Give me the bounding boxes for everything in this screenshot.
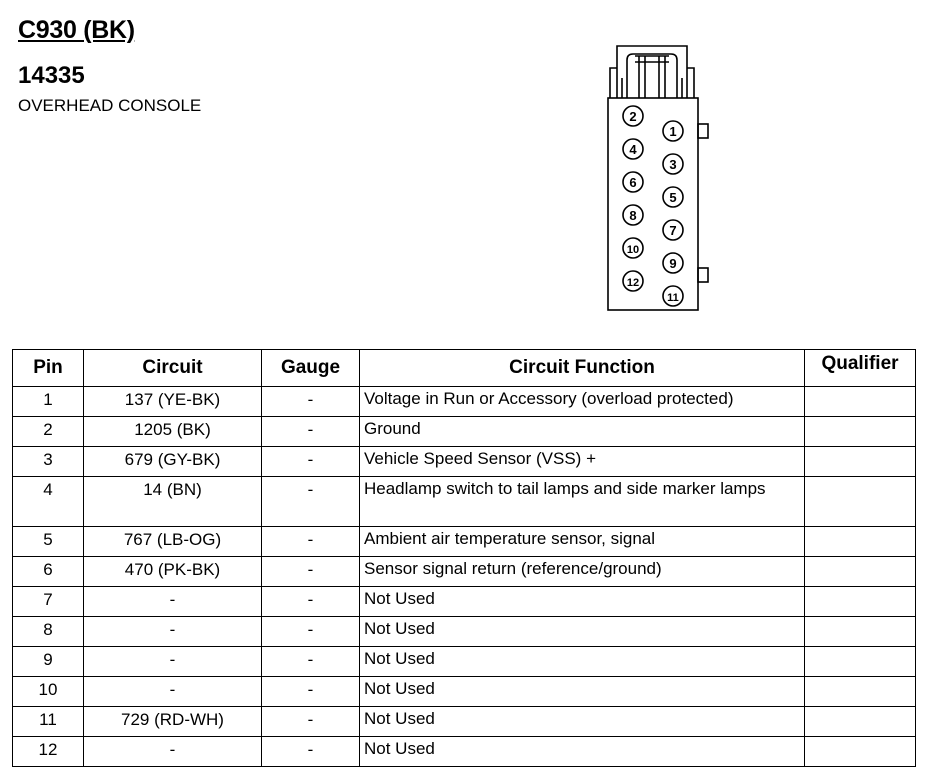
cell-qualifier xyxy=(805,417,916,447)
cell-function: Not Used xyxy=(360,737,805,767)
table-row xyxy=(13,527,916,557)
cell-qualifier xyxy=(805,677,916,707)
cell-function: Ground xyxy=(360,417,805,447)
table-header-row xyxy=(13,350,916,387)
header-qualifier: Qualifier xyxy=(805,350,916,387)
cell-qualifier xyxy=(805,617,916,647)
cell-gauge: - xyxy=(262,387,360,417)
cell-circuit: - xyxy=(84,617,262,647)
cell-qualifier xyxy=(805,477,916,527)
pin-label-9: 9 xyxy=(669,256,677,271)
side-key-upper xyxy=(698,124,708,138)
latch-inner xyxy=(627,54,677,98)
cell-circuit: 729 (RD-WH) xyxy=(84,707,262,737)
cell-function: Not Used xyxy=(360,617,805,647)
cell-function: Not Used xyxy=(360,677,805,707)
cell-gauge: - xyxy=(262,707,360,737)
cell-pin: 7 xyxy=(13,587,84,617)
cell-pin: 3 xyxy=(13,447,84,477)
cell-circuit: - xyxy=(84,587,262,617)
pin-label-1: 1 xyxy=(669,124,677,139)
side-key-lower xyxy=(698,268,708,282)
part-number: 14335 xyxy=(18,62,85,89)
cell-gauge: - xyxy=(262,587,360,617)
table-row xyxy=(13,387,916,417)
header-function: Circuit Function xyxy=(360,350,805,387)
pin-label-11: 11 xyxy=(667,292,679,304)
header-pin: Pin xyxy=(13,350,84,387)
cell-circuit: 767 (LB-OG) xyxy=(84,527,262,557)
connector-title: C930 (BK) xyxy=(18,16,135,44)
cell-pin: 5 xyxy=(13,527,84,557)
cell-circuit: 1205 (BK) xyxy=(84,417,262,447)
cell-qualifier xyxy=(805,557,916,587)
component-name: OVERHEAD CONSOLE xyxy=(18,96,202,115)
cell-qualifier xyxy=(805,587,916,617)
cell-pin: 12 xyxy=(13,737,84,767)
cell-function: Vehicle Speed Sensor (VSS) + xyxy=(360,447,805,477)
cell-pin: 6 xyxy=(13,557,84,587)
cell-pin: 8 xyxy=(13,617,84,647)
pin-label-4: 4 xyxy=(629,142,637,157)
cell-gauge: - xyxy=(262,737,360,767)
cell-qualifier xyxy=(805,647,916,677)
table-row xyxy=(13,677,916,707)
pin-label-6: 6 xyxy=(629,175,637,190)
cell-qualifier xyxy=(805,387,916,417)
cell-function: Sensor signal return (reference/ground) xyxy=(360,557,805,587)
cell-qualifier xyxy=(805,707,916,737)
cell-circuit: 679 (GY-BK) xyxy=(84,447,262,477)
connector-face-diagram xyxy=(600,38,720,316)
cell-circuit: 470 (PK-BK) xyxy=(84,557,262,587)
cell-function: Not Used xyxy=(360,707,805,737)
table-row xyxy=(13,477,916,527)
pin-label-2: 2 xyxy=(629,109,637,124)
pin-label-5: 5 xyxy=(669,190,677,205)
cell-pin: 11 xyxy=(13,707,84,737)
table-row xyxy=(13,557,916,587)
cell-gauge: - xyxy=(262,647,360,677)
cell-function: Ambient air temperature sensor, signal xyxy=(360,527,805,557)
table-row xyxy=(13,447,916,477)
cell-circuit: - xyxy=(84,677,262,707)
cell-pin: 4 xyxy=(13,477,84,527)
cell-gauge: - xyxy=(262,477,360,527)
cell-pin: 2 xyxy=(13,417,84,447)
cell-circuit: 137 (YE-BK) xyxy=(84,387,262,417)
header-gauge: Gauge xyxy=(262,350,360,387)
cell-gauge: - xyxy=(262,677,360,707)
header-circuit: Circuit xyxy=(84,350,262,387)
cell-pin: 1 xyxy=(13,387,84,417)
pin-label-12: 12 xyxy=(626,277,640,289)
table-row xyxy=(13,647,916,677)
cell-pin: 9 xyxy=(13,647,84,677)
cell-function: Not Used xyxy=(360,647,805,677)
cell-circuit: 14 (BN) xyxy=(84,477,262,527)
cell-function: Headlamp switch to tail lamps and side marker lamps xyxy=(360,477,805,527)
pin-label-7: 7 xyxy=(669,223,677,238)
table-row xyxy=(13,417,916,447)
cell-pin: 10 xyxy=(13,677,84,707)
cell-qualifier xyxy=(805,527,916,557)
pin-table xyxy=(12,349,916,767)
cell-gauge: - xyxy=(262,557,360,587)
pin-label-10: 10 xyxy=(626,244,640,256)
cell-circuit: - xyxy=(84,737,262,767)
table-row xyxy=(13,587,916,617)
cell-gauge: - xyxy=(262,447,360,477)
cell-gauge: - xyxy=(262,617,360,647)
cell-function: Not Used xyxy=(360,587,805,617)
cell-gauge: - xyxy=(262,527,360,557)
table-row xyxy=(13,707,916,737)
connector-body xyxy=(608,98,698,310)
table-row xyxy=(13,617,916,647)
pin-label-8: 8 xyxy=(629,208,637,223)
cell-gauge: - xyxy=(262,417,360,447)
cell-circuit: - xyxy=(84,647,262,677)
cell-function: Voltage in Run or Accessory (overload protected) xyxy=(360,387,805,417)
pin-label-3: 3 xyxy=(669,157,677,172)
cell-qualifier xyxy=(805,447,916,477)
